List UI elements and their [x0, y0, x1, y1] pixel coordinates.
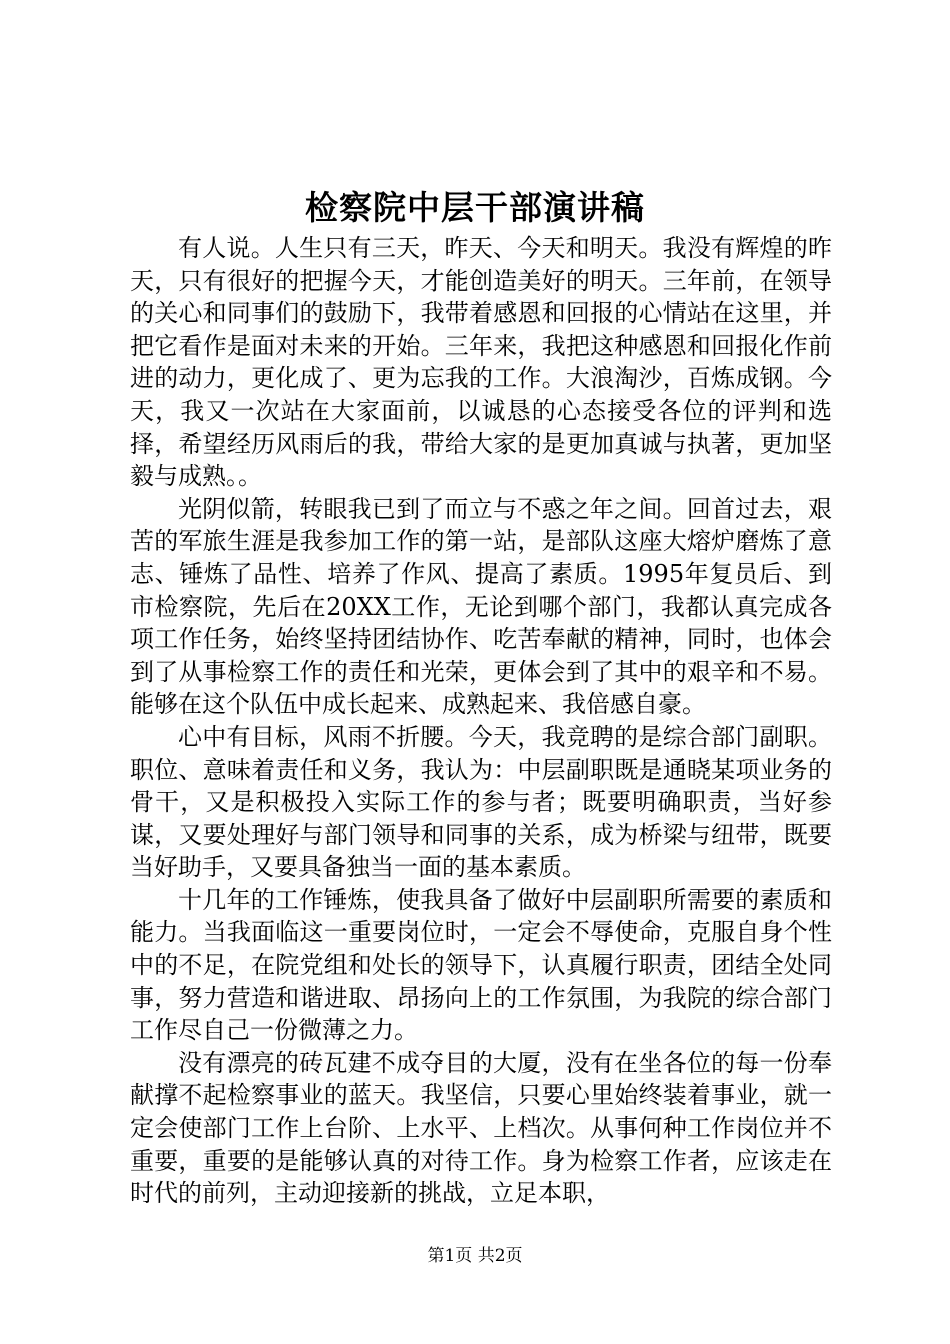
paragraph-2: 光阴似箭，转眼我已到了而立与不惑之年之间。回首过去，艰苦的军旅生涯是我参加工作的第一站，是部队这座大熔炉磨炼了意志、锤炼了品性、培养了作风、提高了素质。1995年复员后、到市检察院，先后在20XX工作，无论到哪个部门，我都认真完成各项工作任务，始终坚持团结协作、吃苦奉献的精神，同时，也体会到了从事检察工作的责任和光荣，更体会到了其中的艰辛和不易。能够在这个队伍中成长起来、成熟起来、我倍感自豪。: [130, 494, 832, 719]
paragraph-3: 心中有目标，风雨不折腰。今天，我竞聘的是综合部门副职。职位、意味着责任和义务，我认为：中层副职既是通晓某项业务的骨干，又是积极投入实际工作的参与者；既要明确职责，当好参谋，又要处理好与部门领导和同事的关系，成为桥梁与纽带，既要当好助手，又要具备独当一面的基本素质。: [130, 722, 832, 882]
document-title: 检察院中层干部演讲稿: [305, 188, 645, 227]
paragraph-1: 有人说。人生只有三天，昨天、今天和明天。我没有辉煌的昨天，只有很好的把握今天，才能创造美好的明天。三年前，在领导的关心和同事们的鼓励下，我带着感恩和回报的心情站在这里，并把它看作是面对未来的开始。三年来，我把这种感恩和回报化作前进的动力，更化成了、更为忘我的工作。大浪淘沙，百炼成钢。今天，我又一次站在大家面前，以诚恳的心态接受各位的评判和选择，希望经历风雨后的我，带给大家的是更加真诚与执著，更加坚毅与成熟。。: [130, 234, 832, 491]
page-footer: 第1页 共2页: [427, 1246, 523, 1266]
paragraph-4: 十几年的工作锤炼，使我具备了做好中层副职所需要的素质和能力。当我面临这一重要岗位时，一定会不辱使命，克服自身个性中的不足，在院党组和处长的领导下，认真履行职责，团结全处同事，努力营造和谐进取、昂扬向上的工作氛围，为我院的综合部门工作尽自己一份微薄之力。: [130, 885, 832, 1045]
document-body: [130, 232, 832, 1210]
paragraph-5: 没有漂亮的砖瓦建不成夺目的大厦，没有在坐各位的每一份奉献撑不起检察事业的蓝天。我坚信，只要心里始终装着事业，就一定会使部门工作上台阶、上水平、上档次。从事何种工作岗位并不重要，重要的是能够认真的对待工作。身为检察工作者，应该走在时代的前列，主动迎接新的挑战，立足本职，: [130, 1048, 832, 1208]
